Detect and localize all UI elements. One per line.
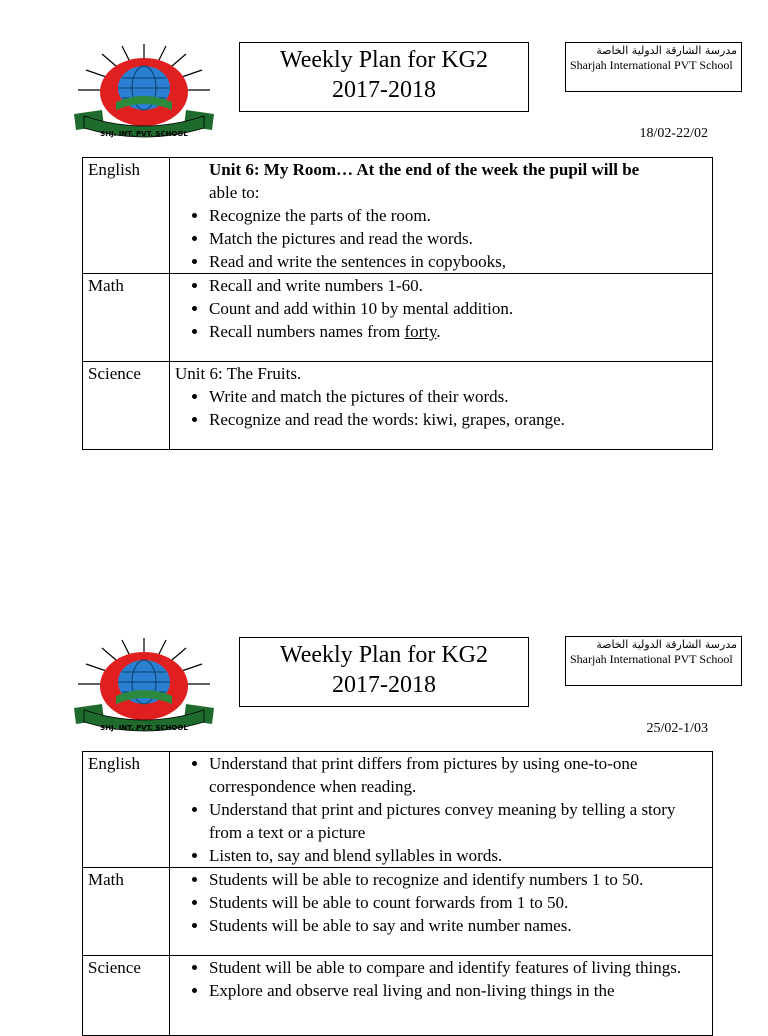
english-intro-tail: able to:: [209, 183, 260, 202]
list-item: • Students will be able to say and write number names.: [209, 914, 707, 937]
english-row: [83, 752, 713, 868]
week-date: 25/02-1/03: [646, 721, 708, 736]
subject-english: English: [83, 158, 170, 274]
school-logo: [72, 634, 216, 734]
title-line-2: 2017-2018: [332, 77, 436, 103]
english-content: [170, 752, 713, 868]
math-row: [83, 868, 713, 956]
list-item: • Listen to, say and blend syllables in words.: [209, 844, 707, 867]
plan-title: [239, 42, 529, 112]
list-item: • Recall and write numbers 1-60.: [209, 274, 707, 297]
math-content: [170, 274, 713, 362]
school-name-box: [565, 42, 742, 92]
list-item: • Understand that print differs from pictures by using one-to-one correspondence when reading.: [209, 752, 707, 798]
list-item: • Explore and observe real living and non-living things in the: [209, 979, 707, 1002]
subject-english: English: [83, 752, 170, 868]
list-item: • Students will be able to count forwards from 1 to 50.: [209, 891, 707, 914]
list-item: • Recognize and read the words: kiwi, grapes, orange.: [209, 408, 707, 431]
math-row: [83, 274, 713, 362]
list-item: • Recall numbers names from forty.: [209, 320, 707, 343]
list-item: • Recognize the parts of the room.: [209, 204, 707, 227]
subject-science: Science: [83, 362, 170, 450]
science-row: [83, 362, 713, 450]
english-objectives: [175, 204, 707, 273]
title-line-1: Weekly Plan for KG2: [279, 642, 489, 668]
school-name-english: Sharjah International PVT School: [570, 58, 733, 72]
list-item: • Write and match the pictures of their words.: [209, 385, 707, 408]
subject-math: Math: [83, 868, 170, 956]
list-item: • Match the pictures and read the words.: [209, 227, 707, 250]
school-name-arabic: مدرسة الشارقة الدولية الخاصة: [596, 44, 737, 57]
math-objectives: [175, 274, 707, 343]
school-name-arabic: مدرسة الشارقة الدولية الخاصة: [596, 638, 737, 651]
list-item: • Students will be able to recognize and identify numbers 1 to 50.: [209, 868, 707, 891]
plan-title: [239, 637, 529, 707]
title-line-1: Weekly Plan for KG2: [279, 47, 489, 73]
science-intro: Unit 6: The Fruits.: [175, 364, 302, 383]
math-objectives: [175, 868, 707, 937]
plan-table: [82, 157, 713, 450]
title-line-2: 2017-2018: [332, 672, 436, 698]
math-content: [170, 868, 713, 956]
english-objectives: [175, 752, 707, 867]
list-item: • Understand that print and pictures convey meaning by telling a story from a text or a picture: [209, 798, 707, 844]
school-name-english: Sharjah International PVT School: [570, 652, 733, 666]
school-name-box: [565, 636, 742, 686]
svg-text:SHJ. INT. PVT. SCHOOL: SHJ. INT. PVT. SCHOOL: [100, 724, 188, 732]
science-objectives: [175, 956, 707, 1002]
science-content: [170, 362, 713, 450]
school-logo: [72, 40, 216, 140]
english-content: [170, 158, 713, 274]
english-row: [83, 158, 713, 274]
svg-text:SHJ. INT. PVT. SCHOOL: SHJ. INT. PVT. SCHOOL: [100, 130, 188, 138]
week-date: 18/02-22/02: [639, 126, 708, 141]
english-intro: Unit 6: My Room… At the end of the week the pupil will be: [209, 160, 640, 179]
science-objectives: [175, 385, 707, 431]
list-item: • Read and write the sentences in copybooks,: [209, 250, 707, 273]
plan-table: [82, 751, 713, 1036]
list-item: • Student will be able to compare and identify features of living things.: [209, 956, 707, 979]
list-item: • Count and add within 10 by mental addition.: [209, 297, 707, 320]
subject-math: Math: [83, 274, 170, 362]
subject-science: Science: [83, 956, 170, 1036]
